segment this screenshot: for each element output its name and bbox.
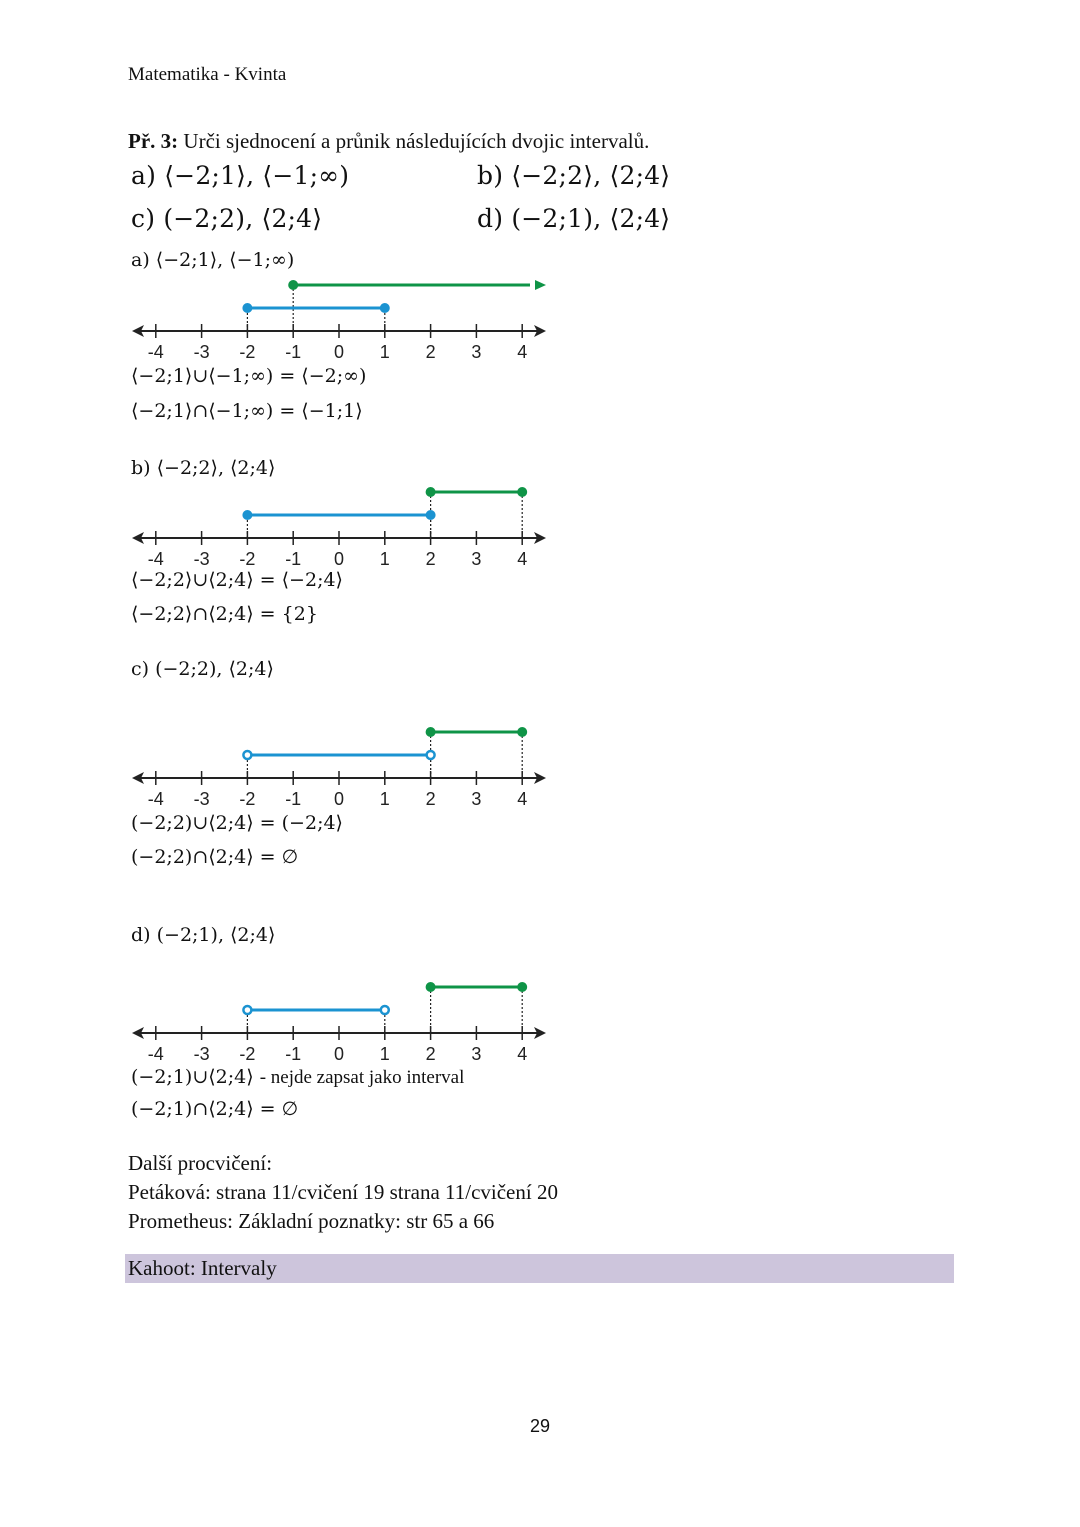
green-interval-closed-endpoint bbox=[517, 982, 527, 992]
number-line-d bbox=[128, 978, 558, 1068]
blue-interval-open-endpoint bbox=[427, 751, 435, 759]
tick-label: 1 bbox=[379, 1044, 390, 1064]
number-line-c bbox=[128, 723, 558, 813]
tick-label: -2 bbox=[239, 549, 256, 569]
practice-line-1: Petáková: strana 11/cvičení 19 strana 11/cvičení 20 bbox=[128, 1180, 558, 1204]
tick-label: -1 bbox=[285, 1044, 302, 1064]
green-interval-closed-endpoint bbox=[517, 727, 527, 737]
tick-label: -3 bbox=[193, 549, 210, 569]
task-item-a bbox=[131, 161, 349, 190]
task-item-letter: a) bbox=[131, 161, 157, 190]
blue-interval-open-endpoint bbox=[381, 1006, 389, 1014]
solution-c-intersection: (−2;2)∩⟨2;4⟩ = ∅ bbox=[131, 846, 299, 868]
task-item-letter: b) bbox=[477, 161, 504, 190]
practice-title: Další procvičení: bbox=[128, 1151, 273, 1175]
solution-c-union: (−2;2)∪⟨2;4⟩ = (−2;4⟩ bbox=[131, 812, 343, 834]
task-item-expr: ⟨−2;2⟩, ⟨2;4⟩ bbox=[511, 161, 671, 190]
tick-label: -2 bbox=[239, 1044, 256, 1064]
blue-interval-open-endpoint bbox=[243, 1006, 251, 1014]
solution-d-label: d) (−2;1), ⟨2;4⟩ bbox=[131, 924, 276, 946]
tick-label: 4 bbox=[517, 342, 528, 362]
tick-label: -3 bbox=[193, 789, 210, 809]
page-number: 29 bbox=[529, 1416, 551, 1436]
tick-label: 1 bbox=[379, 342, 390, 362]
kahoot-text: Kahoot: Intervaly bbox=[128, 1256, 277, 1280]
tick-label: 4 bbox=[517, 789, 528, 809]
task-item-expr: (−2;2), ⟨2;4⟩ bbox=[163, 204, 323, 233]
blue-interval-closed-endpoint bbox=[380, 303, 390, 313]
tick-label: 0 bbox=[333, 549, 345, 569]
tick-label: -3 bbox=[193, 1044, 210, 1064]
tick-label: 4 bbox=[517, 1044, 528, 1064]
tick-label: 2 bbox=[425, 342, 436, 362]
tick-label: 3 bbox=[471, 1044, 482, 1064]
tick-label: 3 bbox=[471, 549, 482, 569]
tick-label: -1 bbox=[285, 549, 302, 569]
blue-interval-open-endpoint bbox=[243, 751, 251, 759]
solution-d-union bbox=[131, 1066, 464, 1089]
task-heading bbox=[128, 129, 649, 154]
green-interval-closed-endpoint bbox=[517, 487, 527, 497]
tick-label: -4 bbox=[147, 1044, 164, 1064]
solution-a-intersection: ⟨−2;1⟩∩⟨−1;∞) = ⟨−1;1⟩ bbox=[131, 400, 363, 422]
tick-label: 0 bbox=[333, 1044, 345, 1064]
tick-label: 1 bbox=[379, 789, 390, 809]
tick-label: 2 bbox=[425, 789, 436, 809]
task-label: Př. 3: bbox=[128, 129, 179, 153]
tick-label: -4 bbox=[147, 342, 164, 362]
tick-label: -4 bbox=[147, 549, 164, 569]
task-item-b bbox=[477, 161, 670, 190]
task-item-letter: c) bbox=[131, 204, 156, 233]
blue-interval-closed-endpoint bbox=[242, 510, 252, 520]
tick-label: -3 bbox=[193, 342, 210, 362]
tick-label: 3 bbox=[471, 342, 482, 362]
union-expr: (−2;1)∪⟨2;4⟩ bbox=[131, 1066, 254, 1088]
number-line-a bbox=[128, 276, 558, 366]
practice-line-2: Prometheus: Základní poznatky: str 65 a 66 bbox=[128, 1209, 495, 1233]
task-item-c bbox=[131, 204, 322, 233]
green-interval-closed-endpoint bbox=[426, 487, 436, 497]
tick-label: -4 bbox=[147, 789, 164, 809]
task-item-expr: (−2;1), ⟨2;4⟩ bbox=[511, 204, 671, 233]
green-interval-closed-endpoint bbox=[426, 727, 436, 737]
solution-a-union: ⟨−2;1⟩∪⟨−1;∞) = ⟨−2;∞) bbox=[131, 365, 367, 387]
tick-label: 4 bbox=[517, 549, 528, 569]
tick-label: 1 bbox=[379, 549, 390, 569]
tick-label: 2 bbox=[425, 549, 436, 569]
tick-label: 3 bbox=[471, 789, 482, 809]
solution-c-label: c) (−2;2), ⟨2;4⟩ bbox=[131, 658, 274, 680]
tick-label: -2 bbox=[239, 789, 256, 809]
task-text: Urči sjednocení a průnik následujících dvojic intervalů. bbox=[183, 129, 650, 153]
kahoot-bar bbox=[125, 1254, 954, 1283]
tick-label: 0 bbox=[333, 789, 345, 809]
task-item-d bbox=[477, 204, 670, 233]
number-line-b bbox=[128, 483, 558, 573]
green-interval-arrow bbox=[535, 280, 546, 290]
solution-b-label: b) ⟨−2;2⟩, ⟨2;4⟩ bbox=[131, 457, 276, 479]
solution-a-label: a) ⟨−2;1⟩, ⟨−1;∞) bbox=[131, 249, 295, 271]
green-interval-closed-endpoint bbox=[288, 280, 298, 290]
tick-label: 0 bbox=[333, 342, 345, 362]
blue-interval-closed-endpoint bbox=[242, 303, 252, 313]
tick-label: 2 bbox=[425, 1044, 436, 1064]
tick-label: -1 bbox=[285, 342, 302, 362]
tick-label: -1 bbox=[285, 789, 302, 809]
solution-b-intersection: ⟨−2;2⟩∩⟨2;4⟩ = {2} bbox=[131, 603, 318, 625]
page-header: Matematika - Kvinta bbox=[128, 64, 287, 85]
blue-interval-closed-endpoint bbox=[426, 510, 436, 520]
task-item-letter: d) bbox=[477, 204, 504, 233]
union-note: - nejde zapsat jako interval bbox=[259, 1067, 465, 1088]
tick-label: -2 bbox=[239, 342, 256, 362]
green-interval-closed-endpoint bbox=[426, 982, 436, 992]
task-item-expr: ⟨−2;1⟩, ⟨−1;∞) bbox=[164, 161, 350, 190]
solution-b-union: ⟨−2;2⟩∪⟨2;4⟩ = ⟨−2;4⟩ bbox=[131, 569, 343, 591]
solution-d-intersection: (−2;1)∩⟨2;4⟩ = ∅ bbox=[131, 1098, 299, 1120]
